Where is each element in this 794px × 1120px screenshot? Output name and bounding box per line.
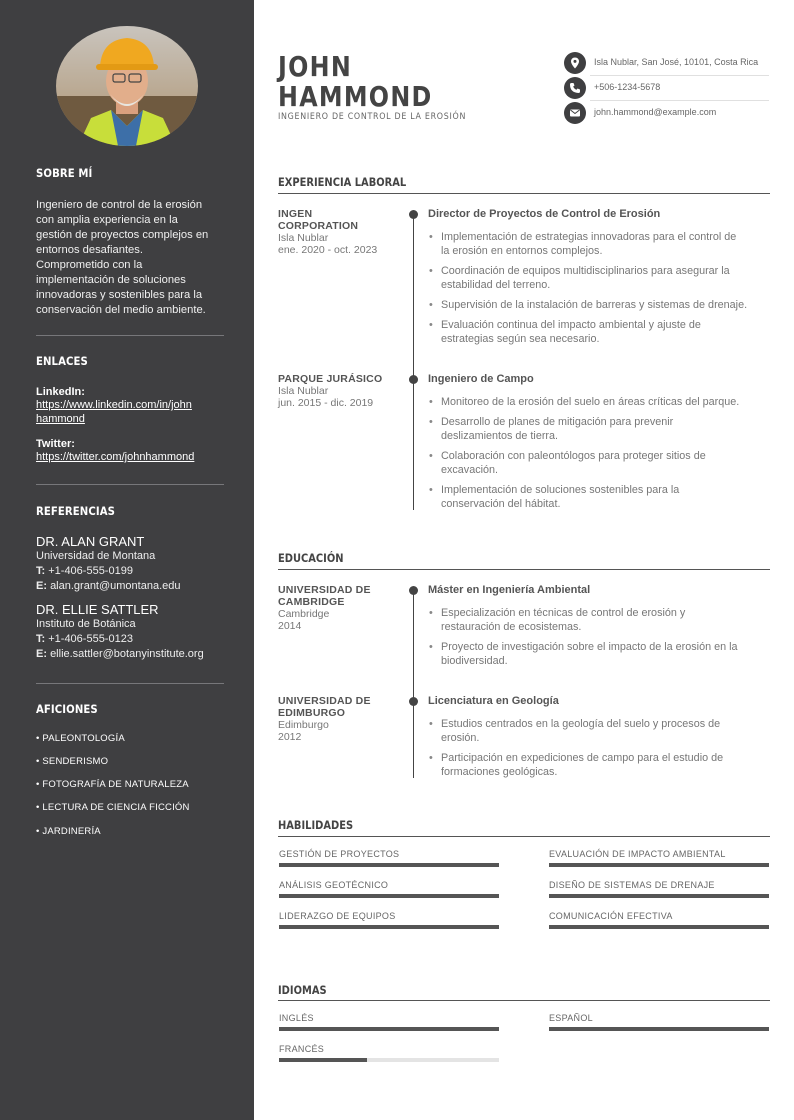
bullet-line: Especialización en técnicas de control de erosión y: [441, 607, 686, 619]
hobby-item: • LECTURA DE CIENCIA FICCIÓN: [36, 802, 190, 813]
section-rule: [278, 1000, 770, 1001]
bullet-line: Proyecto de investigación sobre el impacto de la erosión en la: [441, 641, 738, 653]
email-text[interactable]: john.hammond@example.com: [594, 107, 717, 117]
language-bar: [549, 1027, 769, 1031]
about-heading: SOBRE MÍ: [36, 166, 93, 180]
skill-name: EVALUACIÓN DE IMPACTO AMBIENTAL: [549, 849, 726, 859]
reference-item: [36, 534, 224, 594]
skill-item: [279, 911, 499, 929]
bullet-line: Participación en expediciones de campo para el estudio de: [441, 752, 724, 764]
reference-org: Instituto de Botánica: [36, 618, 136, 630]
employment-dates: jun. 2015 - dic. 2019: [278, 397, 374, 409]
about-line: implementación de soluciones: [36, 274, 186, 286]
twitter-link-block: [36, 438, 224, 464]
skill-name: GESTIÓN DE PROYECTOS: [279, 849, 400, 859]
experience-timeline: [413, 214, 414, 510]
bullet-item: [428, 606, 770, 634]
bullet-item: [428, 264, 770, 292]
bullet-line: Supervisión de la instalación de barreras y sistemas de drenaje.: [441, 299, 748, 311]
experience-item: [278, 208, 398, 256]
school-name: UNIVERSIDAD DE: [278, 584, 371, 596]
about-line: gestión de proyectos complejos en: [36, 229, 209, 241]
skill-item: [549, 880, 769, 898]
location-pin-icon: [564, 52, 586, 74]
contact-phone: [564, 77, 769, 99]
employer-location: Isla Nublar: [278, 232, 329, 244]
language-name: FRANCÉS: [279, 1044, 325, 1054]
references-section: [36, 504, 224, 662]
experience-item: [278, 373, 398, 409]
about-section: [36, 166, 224, 318]
twitter-url-line[interactable]: https://twitter.com/johnhammond: [36, 451, 195, 463]
school-location: Cambridge: [278, 608, 330, 620]
language-bar: [279, 1058, 499, 1062]
twitter-link[interactable]: [36, 450, 224, 464]
languages-heading: IDIOMAS: [278, 983, 327, 997]
reference-org: Universidad de Montana: [36, 550, 156, 562]
education-heading: EDUCACIÓN: [278, 551, 344, 565]
about-line: Comprometido con la: [36, 259, 143, 271]
skill-item: [279, 880, 499, 898]
references-heading: REFERENCIAS: [36, 504, 115, 518]
linkedin-link[interactable]: [36, 398, 224, 426]
bullet-line: Evaluación continua del impacto ambiental y ajuste de: [441, 319, 701, 331]
bullet-line: Estudios centrados en la geología del suelo y procesos de: [441, 718, 721, 730]
email-label: E:: [36, 580, 47, 592]
graduation-year: 2014: [278, 620, 302, 632]
bullet-item: [428, 395, 770, 409]
language-bar: [279, 1027, 499, 1031]
skill-bar: [279, 925, 499, 929]
school-name: EDIMBURGO: [278, 707, 346, 719]
reference-email: [36, 647, 224, 662]
about-line: innovadoras y sostenibles para la: [36, 289, 203, 301]
bullet-item: [428, 298, 770, 312]
profile-photo: [56, 26, 198, 146]
about-text: [36, 198, 224, 318]
skill-item: [549, 911, 769, 929]
skill-bar: [549, 925, 769, 929]
bullet-line: formaciones geológicas.: [441, 766, 558, 778]
skill-name: LIDERAZGO DE EQUIPOS: [279, 911, 396, 921]
employer-name: PARQUE JURÁSICO: [278, 373, 383, 385]
language-bar-fill: [279, 1027, 499, 1031]
phone-text[interactable]: +506-1234-5678: [594, 82, 661, 92]
reference-email: [36, 579, 224, 594]
envelope-icon: [564, 102, 586, 124]
school-location: Edimburgo: [278, 719, 329, 731]
about-line: entornos desafiantes.: [36, 244, 143, 256]
links-heading: ENLACES: [36, 354, 88, 368]
links-section: [36, 354, 224, 464]
language-bar-fill: [549, 1027, 769, 1031]
timeline-dot: [409, 210, 418, 219]
hobby-item: • SENDERISMO: [36, 756, 109, 767]
degree-bullets: [428, 717, 770, 785]
job-bullets: [428, 395, 770, 517]
language-item: [549, 1013, 769, 1031]
education-timeline: [413, 590, 414, 778]
graduation-year: 2012: [278, 731, 302, 743]
language-item: [279, 1044, 499, 1062]
phone-label: T:: [36, 633, 46, 645]
bullet-line: restauración de ecosistemas.: [441, 621, 582, 633]
bullet-item: [428, 640, 770, 668]
bullet-line: deslizamientos de tierra.: [441, 430, 559, 442]
bullet-line: Implementación de soluciones sostenibles para la: [441, 484, 680, 496]
skill-item: [549, 849, 769, 867]
bullet-item: [428, 230, 770, 258]
address-text: Isla Nublar, San José, 10101, Costa Rica: [594, 57, 759, 67]
language-name: ESPAÑOL: [549, 1013, 593, 1023]
about-line: con amplia experiencia en la: [36, 214, 178, 226]
linkedin-url-line[interactable]: https://www.linkedin.com/in/john: [36, 399, 192, 411]
job-role: Director de Proyectos de Control de Erosión: [428, 208, 661, 220]
bullet-line: estabilidad del terreno.: [441, 279, 551, 291]
reference-email-value: alan.grant@umontana.edu: [50, 580, 181, 592]
degree-bullets: [428, 606, 770, 674]
bullet-item: [428, 318, 770, 346]
contact-email: [564, 102, 769, 124]
skills-heading: HABILIDADES: [278, 818, 354, 832]
section-rule: [278, 836, 770, 837]
bullet-line: Coordinación de equipos multidisciplinarios para asegurar la: [441, 265, 730, 277]
skill-bar-fill: [549, 894, 769, 898]
language-item: [279, 1013, 499, 1031]
skill-item: [279, 849, 499, 867]
school-name: UNIVERSIDAD DE: [278, 695, 371, 707]
job-role: Ingeniero de Campo: [428, 373, 534, 385]
bullet-line: estrategias según sea necesario.: [441, 333, 600, 345]
job-title: INGENIERO DE CONTROL DE LA EROSIÓN: [278, 112, 467, 122]
timeline-dot: [409, 697, 418, 706]
degree-title: Licenciatura en Geología: [428, 695, 559, 707]
hobbies-heading: AFICIONES: [36, 702, 98, 716]
divider: [36, 484, 224, 485]
phone-label: T:: [36, 565, 46, 577]
timeline-dot: [409, 586, 418, 595]
skill-bar-fill: [279, 925, 499, 929]
reference-phone-value: +1-406-555-0199: [48, 565, 133, 577]
skill-bar-fill: [279, 894, 499, 898]
skill-bar: [549, 863, 769, 867]
skill-bar-fill: [549, 925, 769, 929]
divider: [590, 75, 769, 76]
employer-location: Isla Nublar: [278, 385, 329, 397]
last-name: HAMMOND: [278, 80, 433, 113]
skill-bar: [279, 894, 499, 898]
degree-title: Máster en Ingeniería Ambiental: [428, 584, 591, 596]
sidebar: [0, 0, 254, 1120]
bullet-line: Colaboración con paleontólogos para proteger sitios de: [441, 450, 706, 462]
contact-address: [564, 52, 769, 74]
linkedin-link-block: [36, 386, 224, 426]
twitter-label: Twitter:: [36, 438, 75, 450]
section-rule: [278, 193, 770, 194]
bullet-line: excavación.: [441, 464, 499, 476]
hobbies-section: [36, 702, 224, 837]
employment-dates: ene. 2020 - oct. 2023: [278, 244, 378, 256]
timeline-dot: [409, 375, 418, 384]
reference-item: [36, 602, 224, 662]
reference-name: DR. ELLIE SATTLER: [36, 602, 159, 617]
reference-phone: [36, 632, 224, 647]
bullet-line: conservación del hábitat.: [441, 498, 561, 510]
about-line: Ingeniero de control de la erosión: [36, 199, 203, 211]
skill-bar-fill: [279, 863, 499, 867]
section-rule: [278, 569, 770, 570]
first-name: JOHN: [278, 50, 353, 83]
hobby-item: • JARDINERÍA: [36, 826, 101, 837]
skill-name: DISEÑO DE SISTEMAS DE DRENAJE: [549, 880, 715, 890]
experience-heading: EXPERIENCIA LABORAL: [278, 175, 407, 189]
bullet-item: [428, 415, 770, 443]
bullet-line: la erosión en entornos complejos.: [441, 245, 603, 257]
employer-name: CORPORATION: [278, 220, 359, 232]
language-name: INGLÉS: [279, 1013, 314, 1023]
divider: [590, 100, 769, 101]
linkedin-label: LinkedIn:: [36, 386, 85, 398]
school-name: CAMBRIDGE: [278, 596, 345, 608]
reference-phone: [36, 564, 224, 579]
bullet-item: [428, 751, 770, 779]
divider: [36, 683, 224, 684]
phone-icon: [564, 77, 586, 99]
bullet-line: erosión.: [441, 732, 480, 744]
employer-name: INGEN: [278, 208, 313, 220]
hobby-item: • PALEONTOLOGÍA: [36, 733, 125, 744]
job-bullets: [428, 230, 770, 352]
skill-name: COMUNICACIÓN EFECTIVA: [549, 911, 673, 921]
bullet-item: [428, 483, 770, 511]
skill-bar: [279, 863, 499, 867]
hobby-item: • FOTOGRAFÍA DE NATURALEZA: [36, 779, 189, 790]
language-bar-fill: [279, 1058, 367, 1062]
reference-phone-value: +1-406-555-0123: [48, 633, 133, 645]
linkedin-url-line[interactable]: hammond: [36, 413, 85, 425]
bullet-item: [428, 717, 770, 745]
bullet-item: [428, 449, 770, 477]
bullet-line: Desarrollo de planes de mitigación para prevenir: [441, 416, 674, 428]
education-item: [278, 584, 398, 632]
divider: [36, 335, 224, 336]
bullet-line: Implementación de estrategias innovadoras para el control de: [441, 231, 737, 243]
skill-bar: [549, 894, 769, 898]
bullet-line: biodiversidad.: [441, 655, 508, 667]
reference-name: DR. ALAN GRANT: [36, 534, 145, 549]
bullet-line: Monitoreo de la erosión del suelo en áreas críticas del parque.: [441, 396, 740, 408]
reference-email-value: ellie.sattler@botanyinstitute.org: [50, 648, 204, 660]
about-line: conservación del medio ambiente.: [36, 304, 206, 316]
skill-bar-fill: [549, 863, 769, 867]
email-label: E:: [36, 648, 47, 660]
education-item: [278, 695, 398, 743]
skill-name: ANÁLISIS GEOTÉCNICO: [279, 880, 389, 890]
